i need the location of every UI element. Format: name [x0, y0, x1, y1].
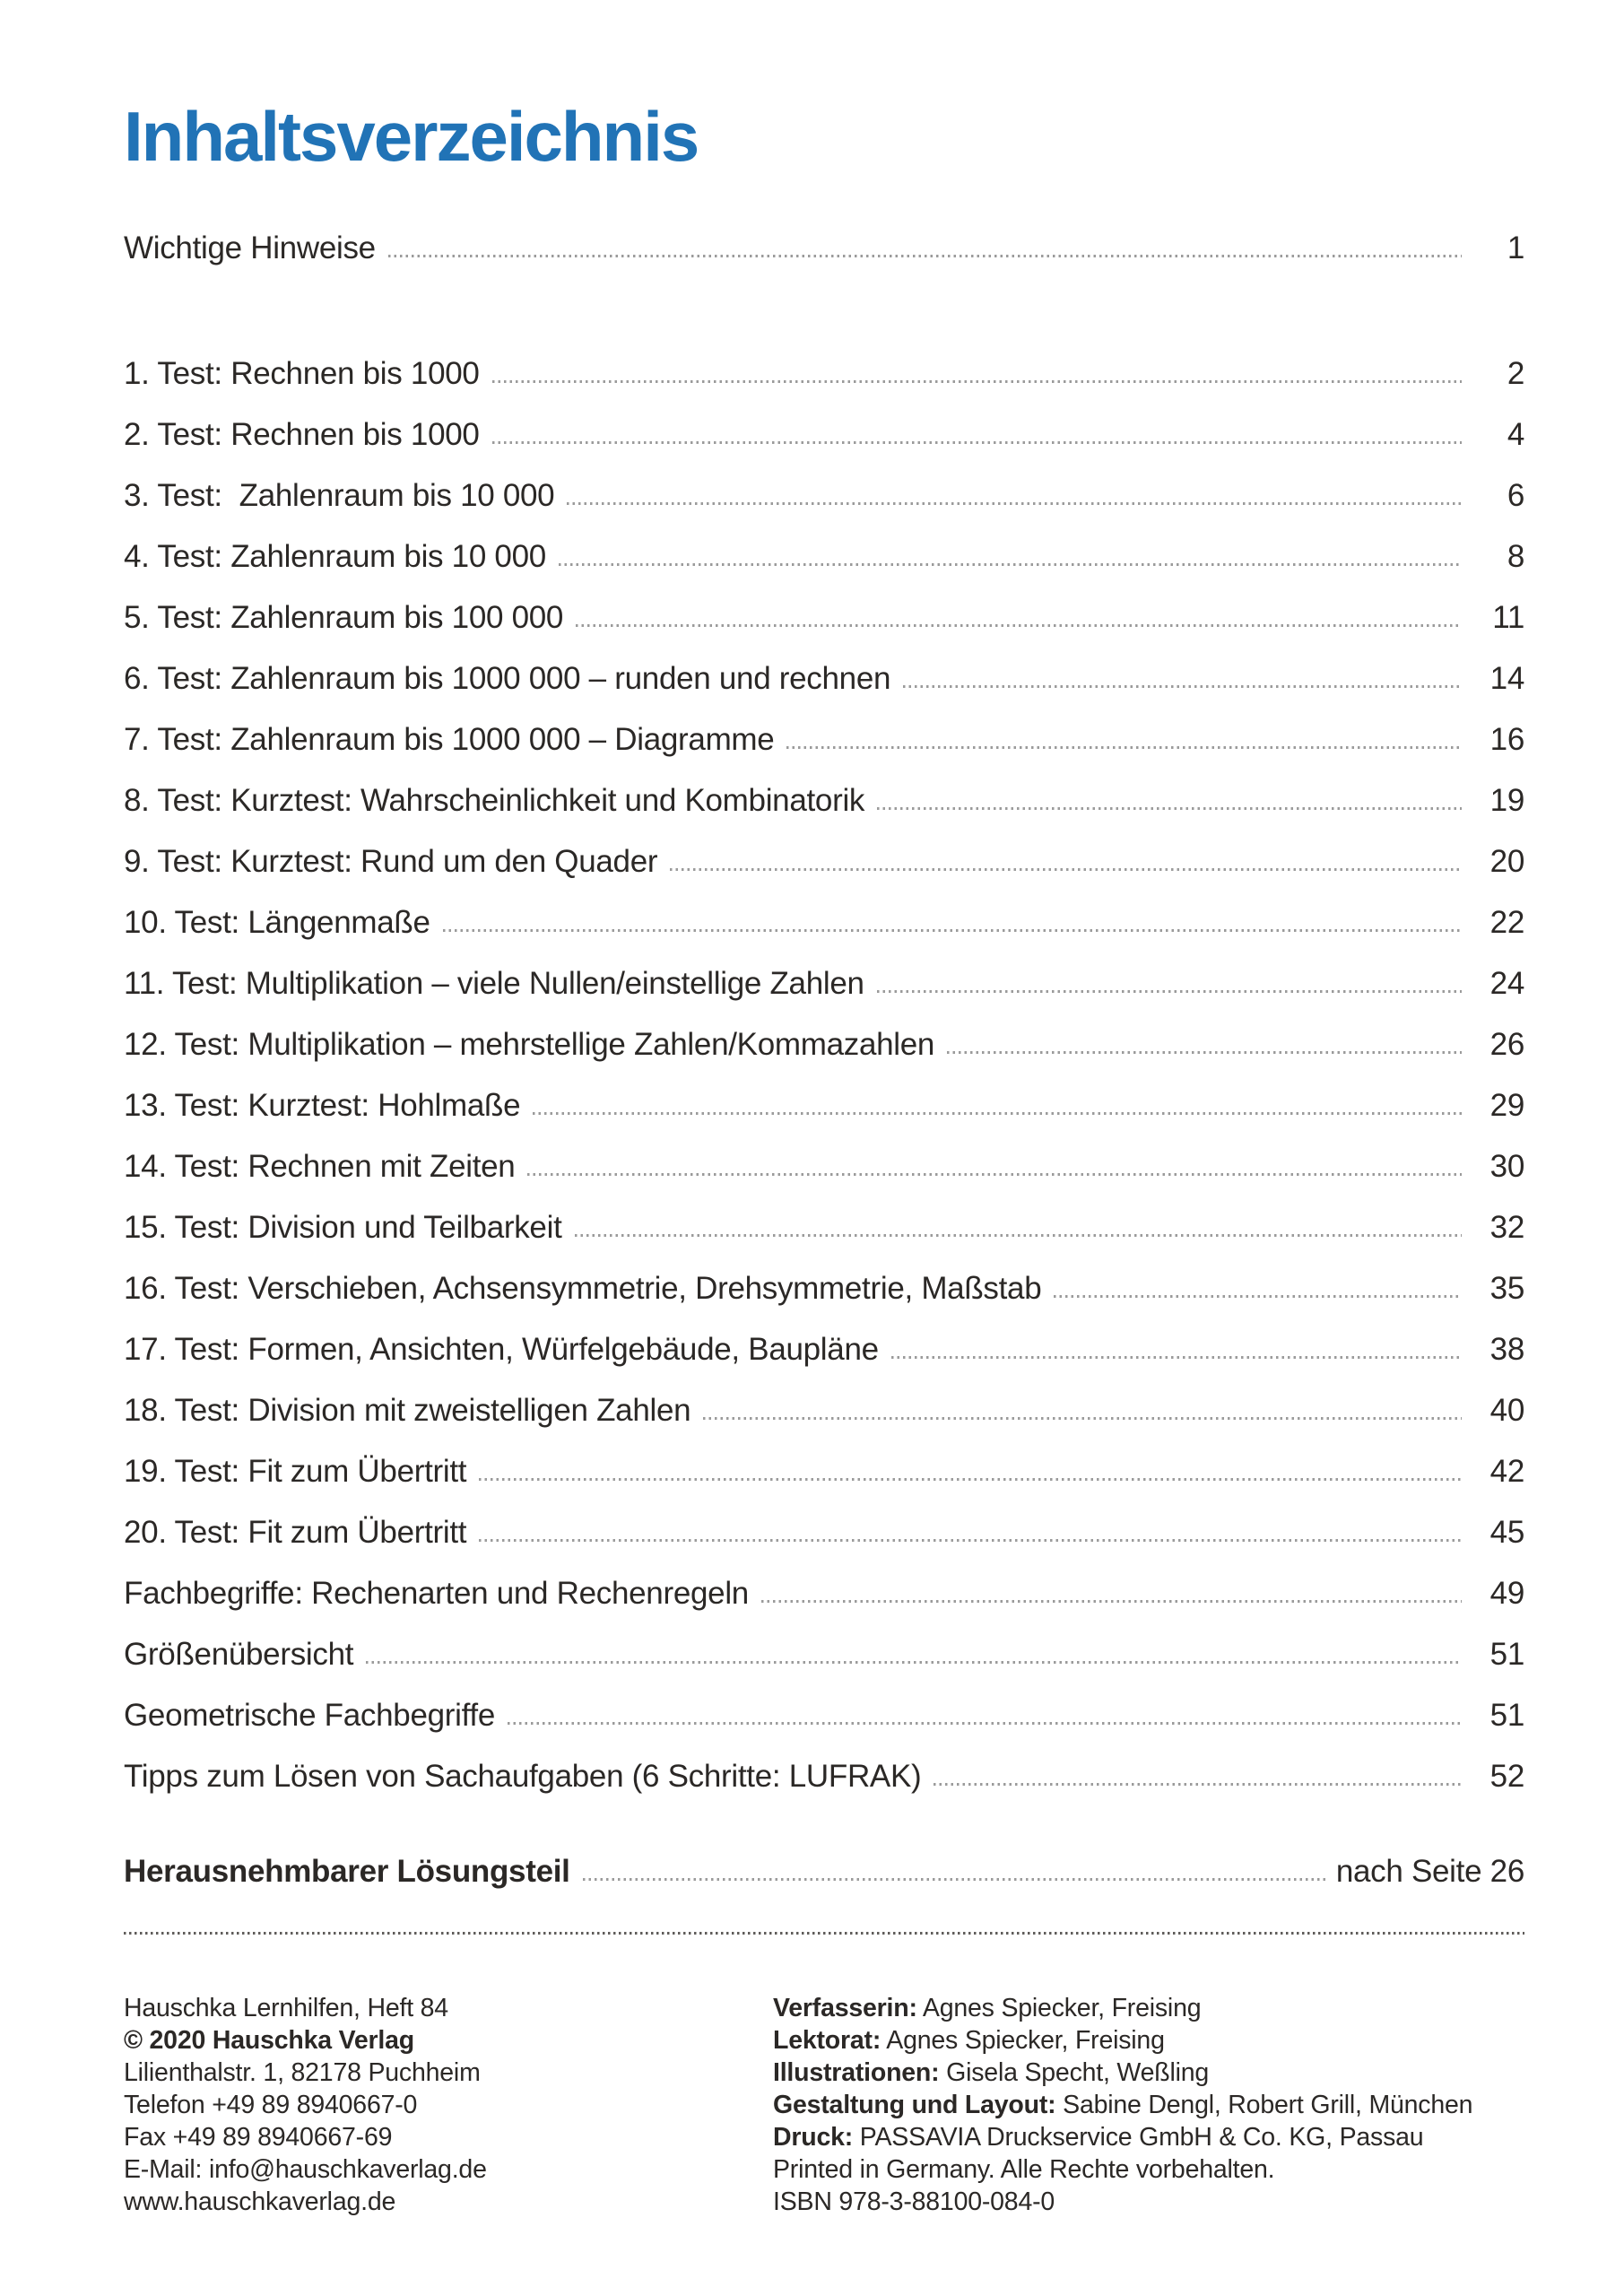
dotted-leader [492, 380, 1462, 383]
imprint-line [773, 2089, 1524, 2121]
imprint-credits-column [773, 1992, 1524, 2218]
toc-entry-label: 17. Test: Formen, Ansichten, Würfelgebäude, Baupläne [124, 1332, 879, 1368]
toc-entry-label: 8. Test: Kurztest: Wahrscheinlichkeit und Kombinatorik [124, 783, 865, 819]
dotted-leader [1054, 1295, 1462, 1298]
toc-entry [124, 330, 1524, 391]
toc-entry [124, 513, 1524, 574]
toc-entry-page: 32 [1489, 1210, 1524, 1246]
imprint-line-text: ISBN 978-3-88100-084-0 [773, 2187, 1055, 2216]
dotted-leader [479, 1539, 1462, 1542]
toc-entry-page: 45 [1489, 1515, 1524, 1551]
toc-entry-label: 3. Test: Zahlenraum bis 10 000 [124, 478, 555, 514]
imprint-line-text: Agnes Spiecker, Freising [881, 2025, 1165, 2055]
imprint-line-text: Telefon +49 89 8940667-0 [124, 2090, 418, 2119]
imprint-line [773, 2153, 1524, 2186]
toc-entry [124, 1550, 1524, 1611]
toc-entry-page: 2 [1507, 356, 1524, 392]
imprint-line-text: Printed in Germany. Alle Rechte vorbehalten. [773, 2154, 1275, 2184]
toc-entry [124, 696, 1524, 757]
dotted-leader [877, 807, 1462, 810]
toc-entry-label: 6. Test: Zahlenraum bis 1000 000 – runden und rechnen [124, 661, 891, 697]
toc-entry-label: 4. Test: Zahlenraum bis 10 000 [124, 539, 546, 575]
dotted-leader [583, 1878, 1325, 1881]
toc-entry [124, 574, 1524, 635]
dotted-leader [903, 685, 1462, 688]
toc-entry-page: 24 [1489, 966, 1524, 1002]
toc-entry-label: Herausnehmbarer Lösungsteil [124, 1854, 570, 1890]
imprint-line [773, 2121, 1524, 2153]
imprint-line-text: Fax +49 89 8940667-69 [124, 2122, 393, 2152]
toc-entry [124, 1733, 1524, 1794]
toc-entry-page: 30 [1489, 1149, 1524, 1185]
imprint-line [124, 2186, 773, 2218]
toc-entry [124, 1184, 1524, 1245]
toc-entry-label: 5. Test: Zahlenraum bis 100 000 [124, 600, 564, 636]
toc-entry-page: 52 [1489, 1759, 1524, 1795]
toc-entry [124, 391, 1524, 452]
imprint-line-text: www.hauschkaverlag.de [124, 2187, 396, 2216]
toc-entry-page: 6 [1507, 478, 1524, 514]
toc-entry [124, 940, 1524, 1001]
dotted-leader [492, 441, 1462, 444]
toc-entry-label: Fachbegriffe: Rechenarten und Rechenregeln [124, 1576, 749, 1612]
imprint-line [124, 2153, 773, 2186]
dotted-leader [877, 990, 1462, 993]
imprint-publisher-column [124, 1992, 773, 2218]
toc-entry-label: 15. Test: Division und Teilbarkeit [124, 1210, 562, 1246]
toc-entry-label: Größenübersicht [124, 1637, 354, 1673]
toc-entry-label: 9. Test: Kurztest: Rund um den Quader [124, 844, 658, 880]
toc-entry-label: 11. Test: Multiplikation – viele Nullen/einstellige Zahlen [124, 966, 864, 1002]
imprint-line [124, 2057, 773, 2089]
toc-entry-loesungsteil [124, 1828, 1524, 1889]
toc-entry-label: 2. Test: Rechnen bis 1000 [124, 417, 480, 453]
toc-entry-page: nach Seite 26 [1335, 1854, 1524, 1890]
toc-entry-page: 1 [1507, 230, 1524, 266]
imprint-line-text: E-Mail: info@hauschkaverlag.de [124, 2154, 487, 2184]
dotted-leader [443, 929, 1462, 932]
dotted-leader [670, 868, 1462, 871]
page-content [124, 0, 1524, 2218]
toc-entry-label: Geometrische Fachbegriffe [124, 1698, 496, 1734]
dotted-leader [533, 1112, 1462, 1115]
toc-entry-page: 19 [1489, 783, 1524, 819]
toc-entry-page: 26 [1489, 1027, 1524, 1063]
toc-list [124, 204, 1524, 1889]
toc-entry-page: 11 [1492, 600, 1524, 636]
toc-entry-label: Wichtige Hinweise [124, 230, 376, 266]
toc-entry-page: 49 [1489, 1576, 1524, 1612]
toc-entry-label: 14. Test: Rechnen mit Zeiten [124, 1149, 516, 1185]
imprint-line [773, 2057, 1524, 2089]
toc-entry-page: 8 [1507, 539, 1524, 575]
dotted-leader [366, 1661, 1462, 1664]
toc-entry-page: 29 [1489, 1088, 1524, 1124]
toc-entry [124, 635, 1524, 696]
dotted-leader [786, 746, 1462, 749]
imprint-line-text: PASSAVIA Druckservice GmbH & Co. KG, Passau [853, 2122, 1424, 2152]
imprint-line [124, 2024, 773, 2057]
imprint-line-text: Gisela Specht, Weßling [939, 2057, 1210, 2087]
imprint-footer [124, 1992, 1524, 2218]
toc-entry-page: 51 [1489, 1637, 1524, 1673]
toc-entry-page: 38 [1489, 1332, 1524, 1368]
toc-entry [124, 879, 1524, 940]
toc-entry-page: 14 [1489, 661, 1524, 697]
dotted-leader [479, 1478, 1462, 1481]
imprint-line-label: Gestaltung und Layout: [773, 2090, 1056, 2119]
imprint-line-label: Lektorat: [773, 2025, 881, 2055]
dotted-leader [576, 624, 1462, 627]
toc-entry [124, 818, 1524, 879]
imprint-line [124, 2089, 773, 2121]
dotted-leader [508, 1722, 1462, 1725]
toc-entry-label: Tipps zum Lösen von Sachaufgaben (6 Schritte: LUFRAK) [124, 1759, 922, 1795]
imprint-line [124, 1992, 773, 2024]
imprint-line-label: Verfasserin: [773, 1993, 917, 2022]
dotted-leader [559, 563, 1462, 566]
toc-entry-page: 22 [1489, 905, 1524, 941]
toc-entry-page: 40 [1489, 1393, 1524, 1429]
imprint-line-label: Druck: [773, 2122, 854, 2152]
footer-divider [124, 1932, 1524, 1935]
imprint-line-text: Agnes Spiecker, Freising [916, 1993, 1202, 2022]
toc-entry [124, 757, 1524, 818]
imprint-line-text: Hauschka Lernhilfen, Heft 84 [124, 1993, 448, 2022]
dotted-leader [891, 1356, 1462, 1359]
dotted-leader [527, 1173, 1462, 1176]
toc-entry-page: 42 [1489, 1454, 1524, 1490]
imprint-line-text: Lilienthalstr. 1, 82178 Puchheim [124, 2057, 481, 2087]
toc-entry [124, 1245, 1524, 1306]
toc-entry-label: 20. Test: Fit zum Übertritt [124, 1515, 467, 1551]
imprint-line [773, 2024, 1524, 2057]
toc-entry [124, 1306, 1524, 1367]
toc-entry-label: 1. Test: Rechnen bis 1000 [124, 356, 480, 392]
dotted-leader [388, 255, 1462, 257]
toc-entry-page: 4 [1507, 417, 1524, 453]
toc-entry-page: 35 [1489, 1271, 1524, 1307]
imprint-line-text: Sabine Dengl, Robert Grill, München [1055, 2090, 1473, 2119]
dotted-leader [947, 1051, 1462, 1054]
dotted-leader [703, 1417, 1462, 1420]
toc-entry-intro [124, 204, 1524, 265]
toc-entry-label: 7. Test: Zahlenraum bis 1000 000 – Diagramme [124, 722, 775, 758]
toc-entry [124, 1611, 1524, 1672]
toc-entry [124, 1367, 1524, 1428]
toc-entry-page: 20 [1489, 844, 1524, 880]
dotted-leader [761, 1600, 1462, 1603]
toc-entry [124, 1428, 1524, 1489]
toc-entry-label: 16. Test: Verschieben, Achsensymmetrie, Drehsymmetrie, Maßstab [124, 1271, 1042, 1307]
toc-entry [124, 1062, 1524, 1123]
toc-entry-label: 19. Test: Fit zum Übertritt [124, 1454, 467, 1490]
imprint-line-label: © 2020 Hauschka Verlag [124, 2025, 414, 2055]
toc-entry-page: 51 [1489, 1698, 1524, 1734]
imprint-line [124, 2121, 773, 2153]
imprint-line-label: Illustrationen: [773, 2057, 940, 2087]
dotted-leader [934, 1783, 1462, 1786]
dotted-leader [567, 502, 1462, 505]
toc-entry [124, 1001, 1524, 1062]
toc-entry [124, 452, 1524, 513]
toc-entry [124, 1489, 1524, 1550]
toc-entry-label: 10. Test: Längenmaße [124, 905, 430, 941]
imprint-line [773, 2186, 1524, 2218]
page-title: Inhaltsverzeichnis [124, 97, 699, 176]
toc-entry [124, 1672, 1524, 1733]
toc-entry-label: 12. Test: Multiplikation – mehrstellige Zahlen/Kommazahlen [124, 1027, 935, 1063]
toc-entry-label: 18. Test: Division mit zweistelligen Zahlen [124, 1393, 691, 1429]
dotted-leader [575, 1234, 1463, 1237]
toc-entry [124, 1123, 1524, 1184]
toc-entry-page: 16 [1489, 722, 1524, 758]
toc-entry-label: 13. Test: Kurztest: Hohlmaße [124, 1088, 521, 1124]
imprint-line [773, 1992, 1524, 2024]
